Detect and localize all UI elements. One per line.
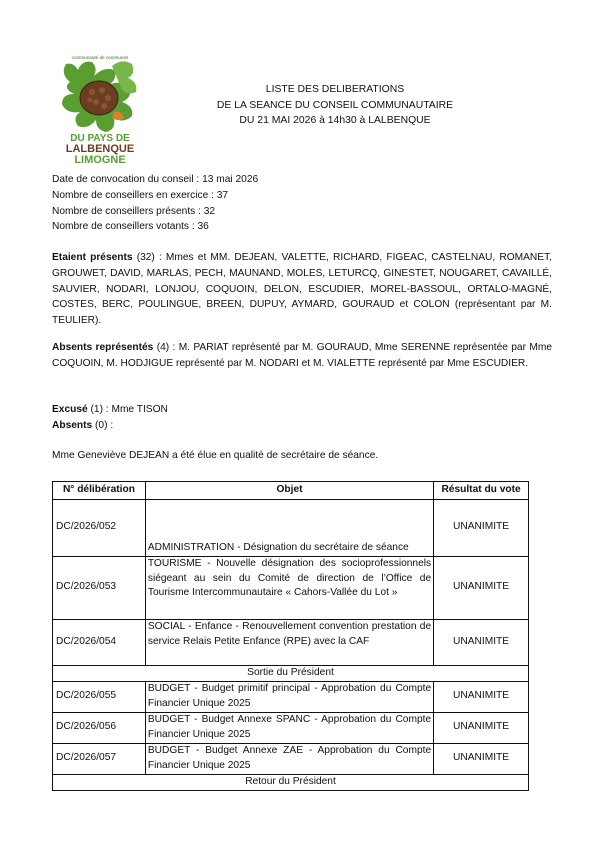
table-row: [53, 556, 529, 619]
councillors-voting: Nombre de conseillers votants : 36: [52, 221, 209, 233]
absent-represented-members: [52, 340, 552, 372]
deliberations-table: [52, 481, 529, 791]
secretary-statement: Mme Geneviève DEJEAN a été élue en qualité de secrétaire de séance.: [52, 450, 379, 461]
table-note-row: [53, 774, 529, 790]
row-result: UNANIMITE: [434, 712, 529, 743]
table-header-row: [53, 482, 529, 500]
row-object: BUDGET - Budget Annexe SPANC - Approbation du Compte Financier Unique 2025: [145, 712, 433, 743]
table-row: [53, 743, 529, 774]
table-row: [53, 619, 529, 665]
absent-line: [52, 418, 552, 434]
header-result: Résultat du vote: [434, 482, 529, 500]
row-number: DC/2026/055: [53, 681, 146, 712]
document-heading: [200, 82, 470, 129]
absent-represented-label: Absents représentés: [52, 342, 154, 353]
excused-list: (1) : Mme TISON: [87, 404, 168, 415]
row-number: DC/2026/053: [53, 556, 146, 619]
heading-line-2: DE LA SEANCE DU CONSEIL COMMUNAUTAIRE: [216, 99, 454, 111]
row-result: UNANIMITE: [434, 499, 529, 556]
present-label: Etaient présents: [52, 252, 133, 263]
svg-text:LIMOGNE: LIMOGNE: [74, 154, 126, 164]
absent-represented-list: (4) : M. PARIAT représenté par M. GOURAUD, Mme SERENNE représentée par Mme COQUOIN, M. HODJIGUE représenté par M. NODARI et M. VIALETTE représenté par Mme ESCUDIER.: [52, 342, 552, 369]
row-result: UNANIMITE: [434, 619, 529, 665]
councillors-in-office: Nombre de conseillers en exercice : 37: [52, 189, 229, 201]
row-result: UNANIMITE: [434, 556, 529, 619]
heading-line-3: DU 21 MAI 2026 à 14h30 à LALBENQUE: [239, 115, 431, 127]
logo: [52, 52, 148, 164]
excused-absent-block: [52, 402, 552, 434]
svg-text:communauté de communes: communauté de communes: [71, 55, 129, 60]
row-object: TOURISME - Nouvelle désignation des socioprofessionnels siégeant au sein du Comité de direction de l’Office de Tourisme Intercommunautaire « Cahors-Vallée du Lot »: [145, 556, 433, 619]
president-exit-note: Sortie du Président: [53, 665, 529, 681]
table-row: [53, 712, 529, 743]
row-object: SOCIAL - Enfance - Renouvellement convention prestation de service Relais Petite Enfance (RPE) avec la CAF: [145, 619, 433, 665]
svg-text:LALBENQUE: LALBENQUE: [65, 143, 135, 155]
table-row: [53, 499, 529, 556]
row-number: DC/2026/057: [53, 743, 146, 774]
heading-line-1: LISTE DES DELIBERATIONS: [265, 84, 405, 95]
present-members: [52, 250, 552, 329]
present-list: (32) : Mmes et MM. DEJEAN, VALETTE, RICHARD, FIGEAC, CASTELNAU, ROMANET, GROUWET, DAVID, MARLAS, PECH, MAUNAND, MOLES, LETURCQ, GINESTET, NOUGARET, CAVAILLÉ, SAUVIER, NODARI, LONJOU, COQUOIN, DELON, ESCUDIER, MOREL-BASSOUL, ORTALO-MAGNÉ, COSTES, BERC, POULINGUE, BREEN, DUPUY, AYMARD, GOURAUD et COLON (représentant par M. TEULIER).: [52, 252, 553, 327]
absent-list: (0) :: [92, 419, 114, 431]
row-object: BUDGET - Budget Annexe ZAE - Approbation du Compte Financier Unique 2025: [145, 743, 433, 774]
header-object: Objet: [145, 482, 433, 500]
leaf-truffle-logo-icon: [52, 52, 148, 164]
president-return-note: Retour du Président: [53, 774, 529, 790]
councillors-present: Nombre de conseillers présents : 32: [52, 205, 216, 217]
row-object: ADMINISTRATION - Désignation du secrétaire de séance: [145, 499, 433, 556]
session-meta: [52, 172, 552, 235]
table-row: [53, 681, 529, 712]
row-result: UNANIMITE: [434, 681, 529, 712]
absent-label: Absents: [52, 419, 93, 431]
row-number: DC/2026/056: [53, 712, 146, 743]
convocation-date: Date de convocation du conseil : 13 mai 2026: [52, 174, 259, 185]
row-result: UNANIMITE: [434, 743, 529, 774]
svg-text:DU PAYS DE: DU PAYS DE: [70, 133, 130, 144]
row-number: DC/2026/054: [53, 619, 146, 665]
header-number: N° délibération: [53, 482, 146, 500]
row-number: DC/2026/052: [53, 499, 146, 556]
row-object: BUDGET - Budget primitif principal - Approbation du Compte Financier Unique 2025: [145, 681, 433, 712]
excused-label: Excusé: [52, 404, 88, 415]
table-note-row: [53, 665, 529, 681]
excused-line: [52, 402, 552, 418]
